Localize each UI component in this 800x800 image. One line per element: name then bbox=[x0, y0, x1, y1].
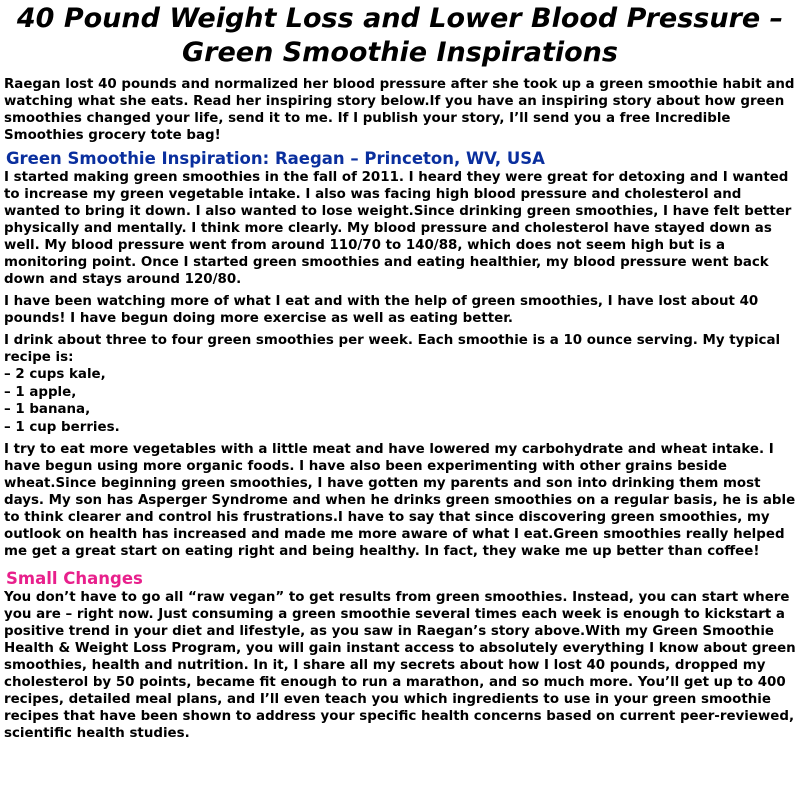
recipe-item: – 2 cups kale, bbox=[4, 367, 106, 382]
story-paragraph-2: I have been watching more of what I eat and with the help of green smoothies, I have lost about 40 pounds! I have begun doing more exercise as well as eating better. bbox=[4, 294, 759, 326]
recipe-item: – 1 banana, bbox=[4, 402, 91, 417]
story-paragraph-1: I started making green smoothies in the fall of 2011. I heard they were great for detoxing and I wanted to increase my green vegetable intake. I also was facing high blood pressure and cholesterol and wanted to bring it down. I also wanted to lose weight.Since drinking green smoothies, I have felt better physically and mentally. I think more clearly. My blood pressure and cholesterol have stayed down as well. My blood pressure went from around 110/70 to 140/88, which does not seem high but is a monitoring point. Once I started green smoothies and eating healthier, my blood pressure went back down and stays around 120/80. bbox=[4, 170, 792, 287]
small-changes-paragraph: You don’t have to go all “raw vegan” to get results from green smoothies. Instead, you can start where you are – right now. Just consuming a green smoothie several times each week is enough to kickstart a positive trend in your diet and lifestyle, as you saw in Raegan’s story above.With my Green Smoothie Health & Weight Loss Program, you will gain instant access to absolutely everything I know about green smoothies, health and nutrition. In it, I share all my secrets about how I lost 40 pounds, dropped my cholesterol by 50 points, became fit enough to run a marathon, and so much more. You’ll get up to 400 recipes, detailed meal plans, and I’ll even teach you which ingredients to use in your green smoothie recipes that have been shown to address your specific health concerns based on current peer-reviewed, scientific health studies. bbox=[4, 590, 796, 741]
recipe-item: – 1 cup berries. bbox=[4, 419, 120, 435]
intro-paragraph: Raegan lost 40 pounds and normalized her blood pressure after she took up a green smoothie habit and watching what she eats. Read her inspiring story below.If you have an inspiring story about how green smoothies changed your life, send it to me. If I publish your story, I’ll send you a free Incredible Smoothies grocery tote bag! bbox=[4, 77, 795, 143]
story-paragraph-3: I drink about three to four green smoothies per week. Each smoothie is a 10 ounce serving. My typical recipe is: bbox=[4, 333, 781, 365]
recipe-item: – 1 apple, bbox=[4, 384, 77, 400]
article-title: 40 Pound Weight Loss and Lower Blood Pressure – Green Smoothie Inspirations bbox=[16, 3, 784, 68]
recipe-list bbox=[4, 366, 796, 436]
story-paragraph-4: I try to eat more vegetables with a little meat and have lowered my carbohydrate and wheat intake. I have begun using more organic foods. I have also been experimenting with other grains beside wheat.Since beginning green smoothies, I have gotten my parents and son into drinking them most days. My son has Asperger Syndrome and when he drinks green smoothies on a regular basis, he is able to think clearer and control his frustrations.I have to say that since discovering green smoothies, my outlook on health has increased and made me more aware of what I eat.Green smoothies really helped me get a great start on eating right and being healthy. In fact, they wake me up better than coffee! bbox=[4, 442, 796, 559]
section-heading-small-changes: Small Changes bbox=[6, 569, 143, 588]
section-heading-raegan: Green Smoothie Inspiration: Raegan – Princeton, WV, USA bbox=[6, 149, 545, 168]
